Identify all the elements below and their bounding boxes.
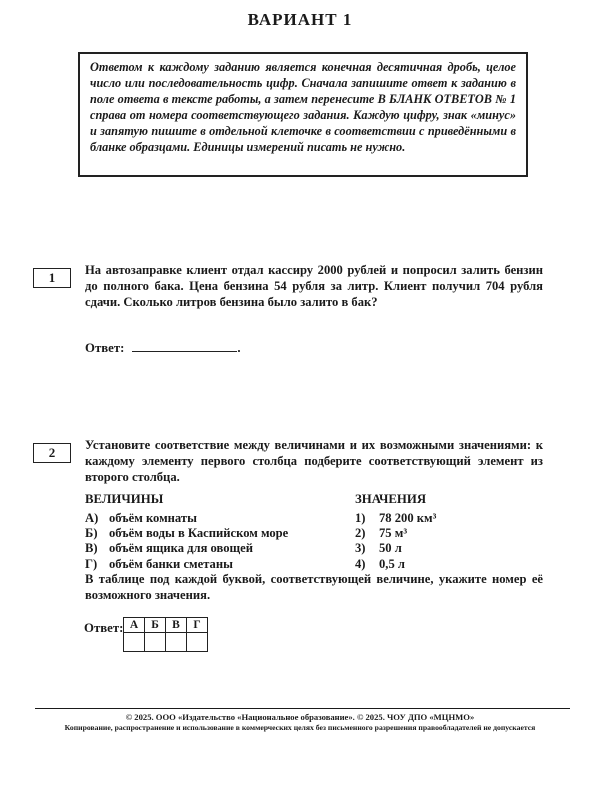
answer-1-label: Ответ:	[85, 341, 125, 355]
values-column-header: ЗНАЧЕНИЯ	[355, 492, 427, 506]
answer-cell-g[interactable]	[187, 633, 208, 652]
list-item	[355, 511, 436, 526]
question-1-answer-line	[85, 338, 241, 356]
footer-copyright: © 2025. ООО «Издательство «Национальное образование». © 2025. ЧОУ ДПО «МЦНМО»	[125, 712, 475, 722]
answer-2-table	[123, 617, 208, 652]
answer-2-label: Ответ:	[84, 621, 124, 635]
item-text: 78 200 км³	[379, 511, 437, 525]
footer-legal-notice: Копирование, распространение и использование в коммерческих целях без письменного разрешения правообладателей не допускается	[64, 723, 536, 732]
item-number: 2)	[355, 526, 366, 541]
list-item	[85, 511, 288, 526]
footer-divider	[35, 708, 570, 709]
question-2-answer-label-row	[84, 621, 123, 636]
answer-table-input-row	[124, 633, 208, 652]
list-item	[85, 526, 288, 541]
answer-table-header-v: В	[166, 618, 187, 633]
item-text: 75 м³	[379, 526, 408, 541]
answer-1-suffix: .	[237, 341, 241, 355]
question-2-note: В таблице под каждой буквой, соответствующей величине, укажите номер её возможного значения.	[85, 572, 543, 602]
answer-table-header-b: Б	[145, 618, 166, 633]
question-2-number: 2	[48, 445, 56, 460]
answer-table-header-a: А	[124, 618, 145, 633]
instructions-box	[78, 52, 528, 177]
item-number: 3)	[355, 541, 366, 556]
list-item	[355, 541, 436, 556]
list-item	[355, 526, 436, 541]
quantities-list	[85, 511, 288, 572]
page-title: ВАРИАНТ 1	[247, 10, 353, 29]
answer-cell-v[interactable]	[166, 633, 187, 652]
instructions-text: Ответом к каждому заданию является конечная десятичная дробь, целое число или последовательность цифр. Сначала запишите ответ к заданию в поле ответа в тексте работы, а затем перенесите В БЛАНК ОТВЕТОВ № 1 справа от номера соответствующего задания. Каждую цифру, знак «минус» и запятую пишите в отдельной клеточке в соответствии с приведёнными в бланке образцами. Единицы измерений писать не нужно.	[90, 60, 516, 154]
item-number: 4)	[355, 556, 366, 571]
item-number: 1)	[355, 511, 366, 525]
answer-1-blank[interactable]	[132, 338, 237, 352]
question-1-text: На автозаправке клиент отдал кассиру 2000 рублей и попросил залить бензин до полного бака. Цена бензина 54 рубля за литр. Клиент получил 704 рубля сдачи. Сколько литров бензина было залито в бак?	[85, 263, 543, 309]
answer-table-header-row	[124, 618, 208, 633]
quantities-column-header: ВЕЛИЧИНЫ	[85, 492, 164, 506]
item-letter: А)	[85, 511, 99, 525]
item-text: объём ящика для овощей	[109, 541, 254, 556]
question-1-number-box	[33, 268, 71, 288]
list-item	[355, 557, 436, 572]
question-2-number-box	[33, 443, 71, 463]
item-text: объём воды в Каспийском море	[109, 526, 289, 541]
list-item	[85, 557, 288, 572]
answer-table-header-g: Г	[187, 618, 208, 633]
answer-cell-b[interactable]	[145, 633, 166, 652]
answer-cell-a[interactable]	[124, 633, 145, 652]
item-letter: В)	[85, 541, 98, 556]
item-letter: Г)	[85, 556, 98, 571]
values-list	[355, 511, 436, 572]
question-2-text: Установите соответствие между величинами и их возможными значениями: к каждому элементу первого столбца подберите соответствующий элемент из второго столбца.	[85, 438, 543, 484]
list-item	[85, 541, 288, 556]
item-letter: Б)	[85, 526, 98, 541]
item-text: объём комнаты	[109, 511, 197, 525]
item-text: объём банки сметаны	[109, 556, 233, 571]
item-text: 50 л	[379, 541, 402, 556]
item-text: 0,5 л	[379, 556, 405, 571]
question-1-number: 1	[48, 270, 56, 285]
